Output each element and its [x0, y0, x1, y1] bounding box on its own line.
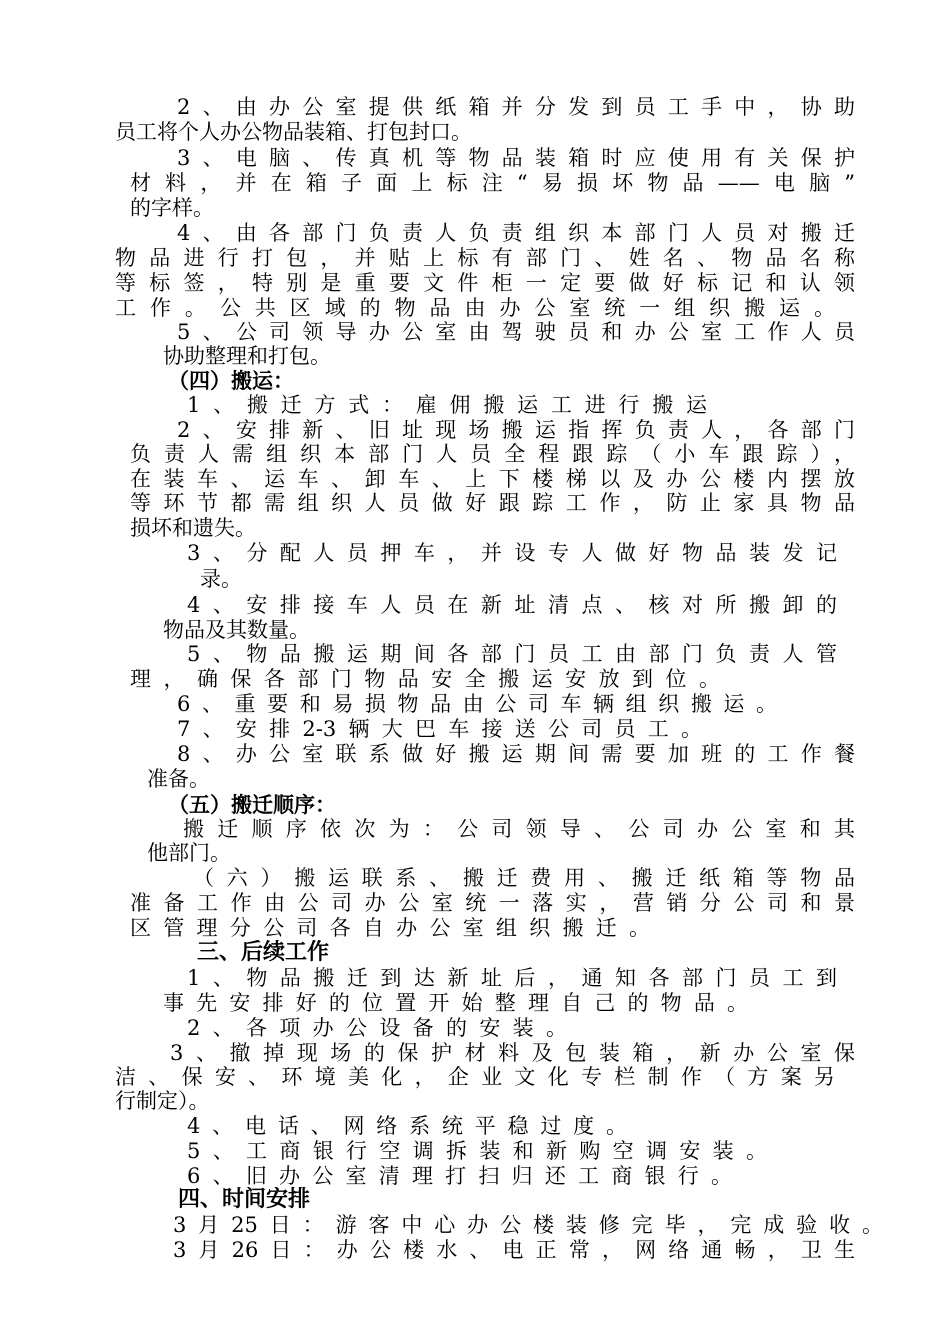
text-line: 在装车、运车、卸车、上下楼梯以及办公楼内摆放 — [130, 467, 855, 491]
text-line: 2、由办公室提供纸箱并分发到员工手中，协助 — [177, 95, 855, 119]
text-line: 4、电话、网络系统平稳过度。 — [187, 1114, 627, 1138]
text-line: 等标签，特别是重要文件柜一定要做好标记和认领 — [115, 271, 855, 295]
text-line: 1、搬迁方式：雇佣搬运工进行搬运 — [187, 393, 707, 417]
text-line: 准备工作由公司办公室统一落实，营销分公司和景 — [130, 891, 855, 915]
text-line: （六）搬运联系、搬迁费用、搬迁纸箱等物品 — [193, 866, 855, 890]
text-line: 理，确保各部门物品安全搬运安放到位。 — [130, 667, 720, 691]
text-line: 的字样。 — [130, 196, 214, 220]
text-line: 7、安排2-3辆大巴车接送公司员工。 — [177, 717, 702, 741]
text-line: 准备。 — [147, 767, 210, 791]
text-line: 3、电脑、传真机等物品装箱时应使用有关保护 — [177, 146, 855, 170]
text-line: 工作。公共区域的物品由办公室统一组织搬运。 — [115, 296, 835, 320]
text-line: 员工将个人办公物品装箱、打包封口。 — [115, 120, 472, 144]
text-line: 6、旧办公室清理打扫归还工商银行。 — [187, 1164, 732, 1188]
text-line: 6、重要和易损物品由公司车辆组织搬运。 — [177, 692, 777, 716]
section-heading: （五）搬迁顺序： — [168, 793, 336, 817]
text-line: 物品进行打包，并贴上标有部门、姓名、物品名称 — [115, 246, 855, 270]
text-line: 损坏和遗失。 — [130, 516, 256, 540]
text-line: 事先安排好的位置开始整理自己的物品。 — [163, 991, 748, 1015]
text-line: 材料，并在箱子面上标注“易损坏物品——电脑” — [130, 171, 855, 195]
section-heading: 四、时间安排 — [178, 1187, 311, 1212]
text-line: 2、各项办公设备的安装。 — [187, 1016, 567, 1040]
text-line: 搬迁顺序依次为：公司领导、公司办公室和其 — [183, 817, 855, 841]
text-line: 2、安排新、旧址现场搬运指挥负责人，各部门 — [177, 418, 855, 442]
text-line: 5、公司领导办公室由驾驶员和办公室工作人员 — [177, 320, 855, 344]
text-line: 3、撤掉现场的保护材料及包装箱，新办公室保 — [170, 1041, 855, 1065]
section-heading: 三、后续工作 — [197, 940, 330, 965]
text-line: 洁、保安、环境美化，企业文化专栏制作（方案另 — [115, 1065, 835, 1089]
text-line: 他部门。 — [147, 841, 231, 865]
text-line: 录。 — [200, 567, 242, 591]
text-line: 4、由各部门负责人负责组织本部门人员对搬迁 — [177, 221, 855, 245]
text-line: 行制定）。 — [115, 1089, 210, 1113]
text-line: 3月26日：办公楼水、电正常，网络通畅，卫生 — [173, 1238, 855, 1262]
text-line: 区管理分公司各自办公室组织搬迁。 — [130, 916, 650, 940]
text-line: 3月25日：游客中心办公楼装修完毕，完成验收。 — [173, 1213, 883, 1237]
text-line: 物品及其数量。 — [163, 618, 310, 642]
text-line: 1、物品搬迁到达新址后，通知各部门员工到 — [187, 966, 837, 990]
text-line: 负责人需组织本部门人员全程跟踪（小车跟踪）， — [130, 442, 855, 466]
text-line: 4、安排接车人员在新址清点、核对所搬卸的 — [187, 593, 837, 617]
text-line: 3、分配人员押车，并设专人做好物品装发记 — [187, 541, 837, 565]
text-line: 8、办公室联系做好搬运期间需要加班的工作餐 — [177, 742, 855, 766]
text-line: 协助整理和打包。 — [163, 344, 331, 368]
section-heading: （四）搬运： — [168, 369, 294, 393]
text-line: 5、工商银行空调拆装和新购空调安装。 — [187, 1139, 767, 1163]
text-line: 等环节都需组织人员做好跟踪工作，防止家具物品 — [130, 491, 855, 515]
text-line: 5、物品搬运期间各部门员工由部门负责人管 — [187, 642, 837, 666]
